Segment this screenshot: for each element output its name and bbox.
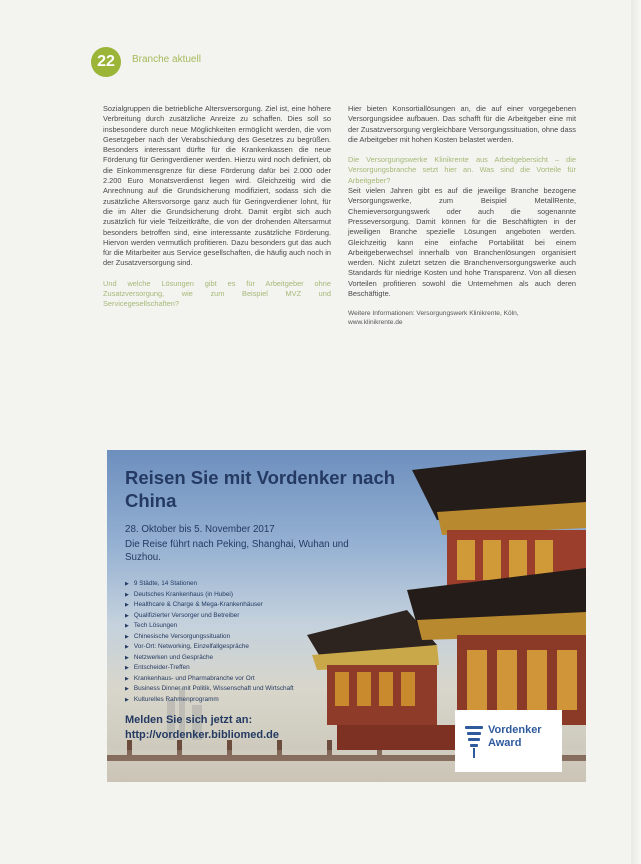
vordenker-award-logo (455, 710, 562, 772)
ad-cta-text: Melden Sie sich jetzt an: (125, 714, 253, 726)
section-label: Branche aktuell (132, 54, 201, 65)
article-right-column (348, 104, 576, 327)
list-item: ▶ Vor-Ort: Networking, Einzelfallgespräche (125, 642, 294, 653)
list-item: ▶ Entscheider-Treffen (125, 663, 294, 674)
list-item: ▶ 9 Städte, 14 Stationen (125, 579, 294, 590)
tree-icon (463, 722, 485, 760)
ad-cta-link[interactable]: http://vordenker.bibliomed.de (125, 729, 280, 741)
award-line: Award (488, 737, 522, 749)
ad-date: 28. Oktober bis 5. November 2017 (125, 524, 275, 535)
ad-call-to-action (125, 713, 279, 743)
list-item: ▶ Qualifizierter Versorger und Betreiber (125, 611, 294, 622)
page-number: 22 (97, 53, 115, 70)
list-item: ▶ Chinesische Versorgungssituation (125, 632, 294, 643)
list-item: ▶ Netzwerken und Gespräche (125, 653, 294, 664)
china-trip-ad (107, 450, 586, 782)
ad-title: Reisen Sie mit Vordenker nach China (125, 467, 396, 511)
list-item: ▶ Kulturelles Rahmenprogramm (125, 695, 294, 706)
page-edge-shadow (631, 0, 641, 864)
list-item: ▶ Business Dinner mit Politik, Wissenschaft und Wirtschaft (125, 684, 294, 695)
article-paragraph: Sozialgruppen die betriebliche Altersversorgung. Ziel ist, eine höhere Verbreitung durch zusätzliche Anreize zu schaffen. Dies soll so insbesondere durch neue Möglichkeiten ermöglicht werden, die vom Gesetzgeber nach der Verabschiedung des Gesetzes zu begrüßen. Besonders interessant dürfte für die Krankenkassen die neue Förderung für Geringverdiener werden. Hierzu wird noch definiert, ob die Einkommensgrenze für diese Förderung dafür bei 2.000 oder 2.200 Euro Monatsverdienst liegen wird. Gleichzeitig wird die Anrechnung auf die Grundsicherung modifiziert, sodass sich die zusätzliche Altersvorsorge ganz auch für Geringverdiener lohnt, für die im Alter die Grundsicherung droht. Damit ergibt sich auch zusätzlich für viele Teilzeitkräfte, die von der drohenden Altersarmut besonders betroffen sind, eine interessante zusätzliche Förderung. Hiervon werden vermutlich profitieren. Dazu besonders gut das auch für die Mitarbeiter aus Service gesellschaften, die häufig auch noch in der Zusatzversorgung sind. (103, 104, 331, 268)
interview-question: Und welche Lösungen gibt es für Arbeitgeber ohne Zusatzversorgung, wie zum Beispiel MVZ und Servicegesellschaften? (103, 278, 331, 309)
ad-feature-list (125, 579, 294, 705)
article-left-column (103, 104, 331, 310)
page-number-badge (91, 47, 121, 77)
ad-route: Die Reise führt nach Peking, Shanghai, Wuhan und Suzhou. (125, 539, 349, 563)
article-paragraph: Seit vielen Jahren gibt es auf die jeweilige Branche bezogene Versorgungswerke, zum Beispiel MetallRente, Chemieversorgungswerk oder auch die sogenannte Presseversorgung. Damit können für die Beschäftigten in der jeweiligen Branche spezielle Lösungen angeboten werden. Gleichzeitig kann eine einfache Portabilität bei einem Arbeitgeberwechsel innerhalb von Branchenlösungen organisiert werden. Nicht zuletzt setzen die Branchenversorgungswerke auch Standards für niedrige Kosten und hohe Transparenz. Von all diesen Vorteilen profitieren sowohl die Unternehmen als auch deren Beschäftigte. (348, 186, 576, 299)
list-item: ▶ Tech Lösungen (125, 621, 294, 632)
interview-question: Die Versorgungswerke Klinikrente aus Arbeitgebersicht – die Versorgungsbranche setzt hier an. Was sind die Vorteile für Arbeitgeber? (348, 155, 576, 185)
list-item: ▶ Krankenhaus- und Pharmabranche vor Ort (125, 674, 294, 685)
article-paragraph: Hier bieten Konsortiallösungen an, die auf einer vorgegebenen Versorgungsidee aufbauen. Das schafft für die Arbeitgeber eine mit der Zusatzversorgung vergleichbare Versorgungssituation, ohne dass die Arbeitgeber mit hohen Kosten belastet werden. (348, 104, 576, 144)
contact-line: Weitere Informationen: Versorgungswerk Klinikrente, Köln, (348, 310, 519, 318)
list-item: ▶ Deutsches Krankenhaus (in Hubei) (125, 590, 294, 601)
list-item: ▶ Healthcare & Charge & Mega-Krankenhäuser (125, 600, 294, 611)
award-line: Vordenker (488, 724, 542, 736)
contact-info (348, 309, 576, 327)
contact-url[interactable]: www.klinikrente.de (348, 319, 403, 327)
